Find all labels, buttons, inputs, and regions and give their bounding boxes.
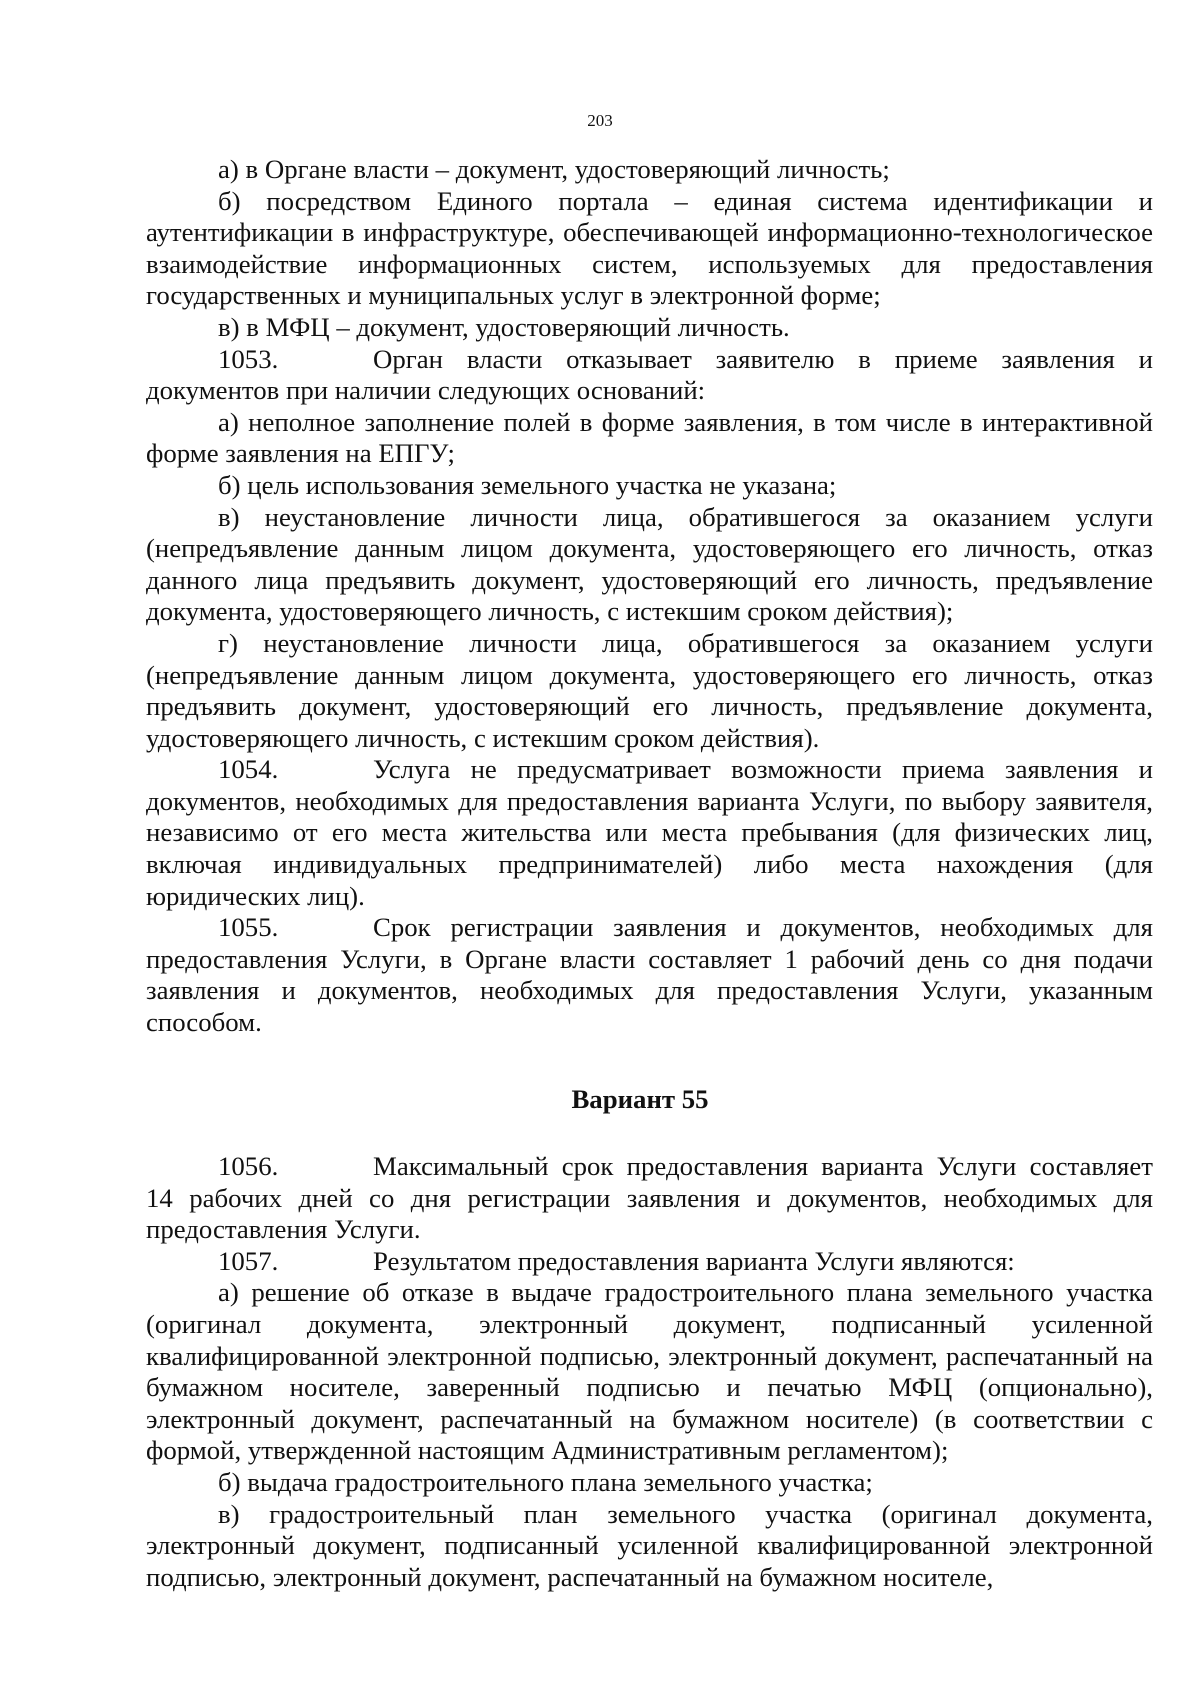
- paragraph: а) неполное заполнение полей в форме заявления, в том числе в интерактивной форме заявления на ЕПГУ;: [146, 406, 1153, 469]
- paragraph-text: Орган власти отказывает заявителю в приеме заявления и документов при наличии следующих оснований:: [146, 343, 1153, 406]
- paragraph: г) неустановление личности лица, обратившегося за оказанием услуги (непредъявление данным лицом документа, удостоверяющего его личность, отказ предъявить документ, удостоверяющий его личность, предъявление документа, удостоверяющего личность, с истекшим сроком действия).: [146, 627, 1153, 753]
- paragraph-number: 1056.: [218, 1151, 279, 1181]
- numbered-paragraph: [146, 1151, 1153, 1246]
- numbered-paragraph: [146, 754, 1153, 912]
- paragraph-text: Результатом предоставления варианта Услуги являются:: [373, 1245, 1015, 1276]
- paragraph-number: 1054.: [218, 754, 279, 785]
- paragraph-text: Срок регистрации заявления и документов, необходимых для предоставления Услуги, в Органе власти составляет 1 рабочий день со дня подачи заявления и документов, необходимых для предоставления Услуги, указанным способом.: [146, 912, 1153, 1038]
- paragraph-text: Максимальный срок предоставления варианта Услуги составляет 14 рабочих дней со дня регистрации заявления и документов, необходимых для предоставления Услуги.: [146, 1151, 1153, 1245]
- paragraph-text: Услуга не предусматривает возможности приема заявления и документов, необходимых для предоставления варианта Услуги, по выбору заявителя, независимо от его места жительства или места пребывания (для физических лиц, включая индивидуальных предпринимателей) либо места нахождения (для юридических лиц).: [146, 754, 1153, 911]
- paragraph-number: 1053.: [218, 343, 279, 374]
- paragraph: б) посредством Единого портала – единая система идентификации и аутентификации в инфраструктуре, обеспечивающей информационно-технологическое взаимодействие информационных систем, используемых для предоставления государственных и муниципальных услуг в электронной форме;: [146, 185, 1153, 311]
- page-number: 203: [587, 111, 613, 130]
- paragraph-number: 1055.: [218, 912, 279, 943]
- numbered-paragraph: [146, 912, 1153, 1038]
- section-heading: Вариант 55: [571, 1084, 709, 1114]
- paragraph: в) градостроительный план земельного участка (оригинал документа, электронный документ, подписанный усиленной квалифицированной электронной подписью, электронный документ, распечатанный на бумажном носителе,: [146, 1498, 1153, 1592]
- paragraph: а) в Органе власти – документ, удостоверяющий личность;: [218, 154, 890, 184]
- paragraph-number: 1057.: [218, 1245, 279, 1276]
- paragraph: б) цель использования земельного участка не указана;: [218, 469, 837, 500]
- paragraph: в) неустановление личности лица, обратившегося за оказанием услуги (непредъявление данным лицом документа, удостоверяющего его личность, отказ данного лица предъявить документ, удостоверяющий его личность, предъявление документа, удостоверяющего личность, с истекшим сроком действия);: [146, 501, 1153, 627]
- text-block-top: [146, 154, 1153, 1039]
- paragraph: в) в МФЦ – документ, удостоверяющий личность.: [218, 311, 790, 342]
- paragraph: б) выдача градостроительного плана земельного участка;: [218, 1466, 873, 1497]
- paragraph: а) решение об отказе в выдаче градостроительного плана земельного участка (оригинал документа, электронный документ, подписанный усиленной квалифицированной электронной подписью, электронный документ, распечатанный на бумажном носителе, заверенный подписью и печатью МФЦ (опционально), электронный документ, распечатанный на бумажном носителе) (в соответствии с формой, утвержденной настоящим Административным регламентом);: [146, 1277, 1153, 1466]
- text-block-bottom: [146, 1151, 1153, 1593]
- numbered-paragraph: [146, 344, 1153, 407]
- numbered-paragraph: [146, 1246, 1153, 1278]
